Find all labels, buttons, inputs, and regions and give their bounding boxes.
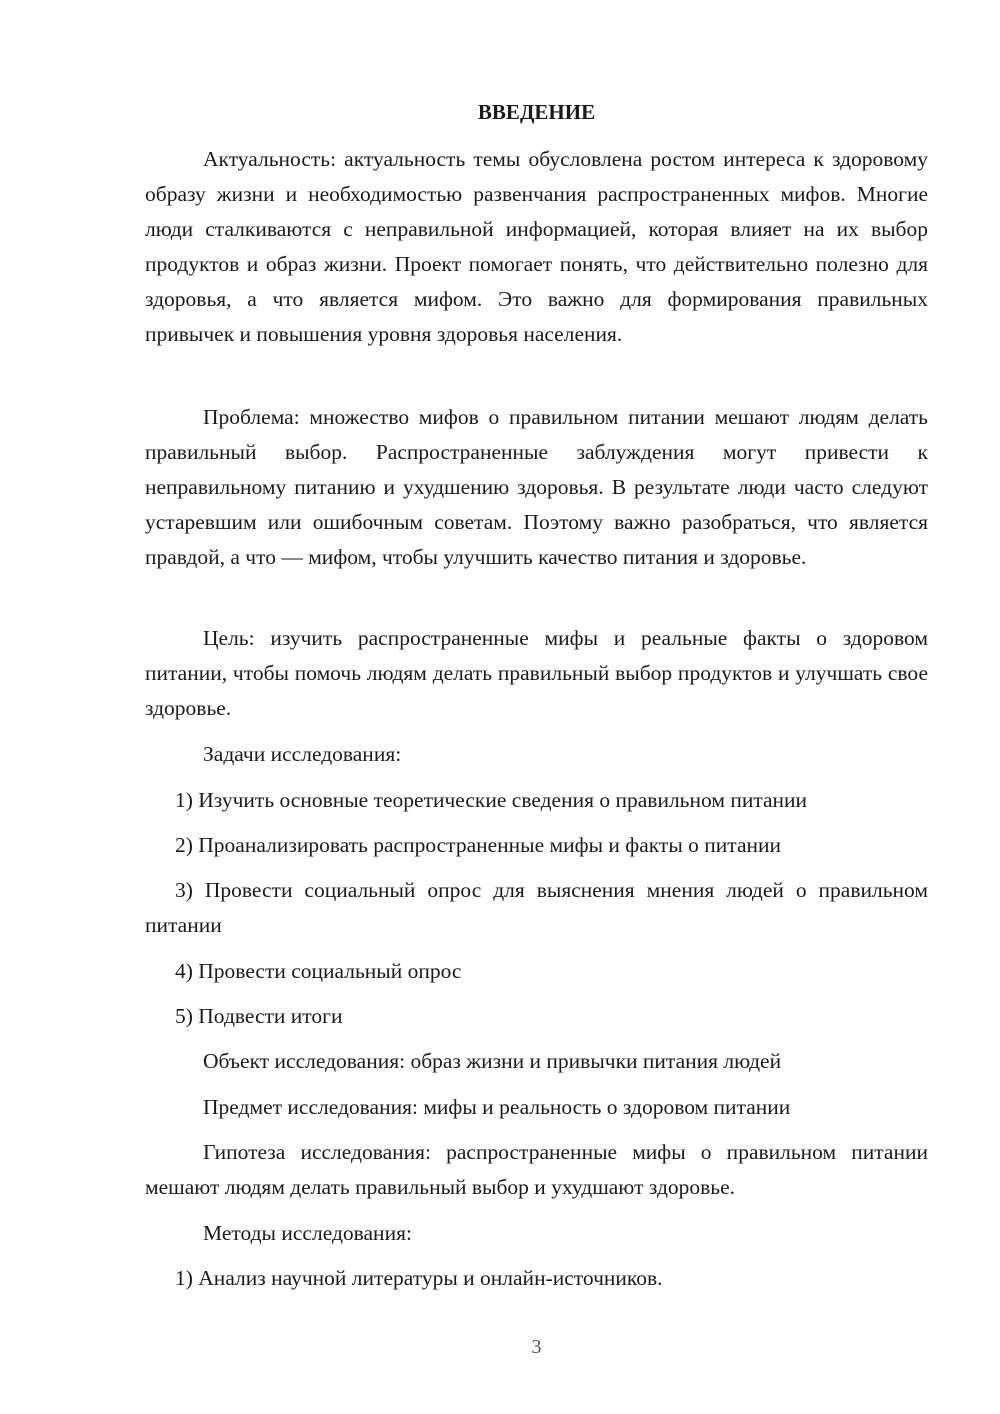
tasks-heading: Задачи исследования:	[203, 742, 402, 766]
document-page	[145, 0, 928, 1414]
page-title: ВВЕДЕНИЕ	[477, 100, 596, 124]
problem-paragraph: Проблема: множество мифов о правильном питании мешают людям делать правильный выбор. Распространенные заблуждения могут привести к неправильному питанию и ухудшению здоровья. В результате люди часто следуют устаревшим или ошибочным советам. Поэтому важно разобраться, что является правдой, а что — мифом, чтобы улучшить качество питания и здоровье.	[145, 405, 928, 569]
goal-paragraph: Цель: изучить распространенные мифы и реальные факты о здоровом питании, чтобы помочь людям делать правильный выбор продуктов и улучшать свое здоровье.	[145, 626, 928, 720]
research-object: Объект исследования: образ жизни и привычки питания людей	[203, 1049, 782, 1073]
methods-heading: Методы исследования:	[203, 1221, 412, 1245]
task-item-5: 5) Подвести итоги	[175, 1004, 343, 1028]
task-item-2: 2) Проанализировать распространенные мифы и факты о питании	[175, 833, 781, 857]
task-item-4: 4) Провести социальный опрос	[175, 959, 462, 983]
task-item-1: 1) Изучить основные теоретические сведения о правильном питании	[175, 788, 808, 812]
page-number: 3	[531, 1336, 542, 1358]
research-subject: Предмет исследования: мифы и реальность о здоровом питании	[203, 1095, 791, 1119]
research-hypothesis: Гипотеза исследования: распространенные мифы о правильном питании мешают людям делать правильный выбор и ухудшают здоровье.	[145, 1140, 928, 1199]
method-item-1: 1) Анализ научной литературы и онлайн-источников.	[175, 1266, 663, 1290]
task-item-3: 3) Провести социальный опрос для выяснения мнения людей о правильном питании	[145, 878, 928, 937]
relevance-paragraph: Актуальность: актуальность темы обусловлена ростом интереса к здоровому образу жизни и необходимостью развенчания распространенных мифов. Многие люди сталкиваются с неправильной информацией, которая влияет на их выбор продуктов и образ жизни. Проект помогает понять, что действительно полезно для здоровья, а что является мифом. Это важно для формирования правильных привычек и повышения уровня здоровья населения.	[145, 147, 928, 346]
